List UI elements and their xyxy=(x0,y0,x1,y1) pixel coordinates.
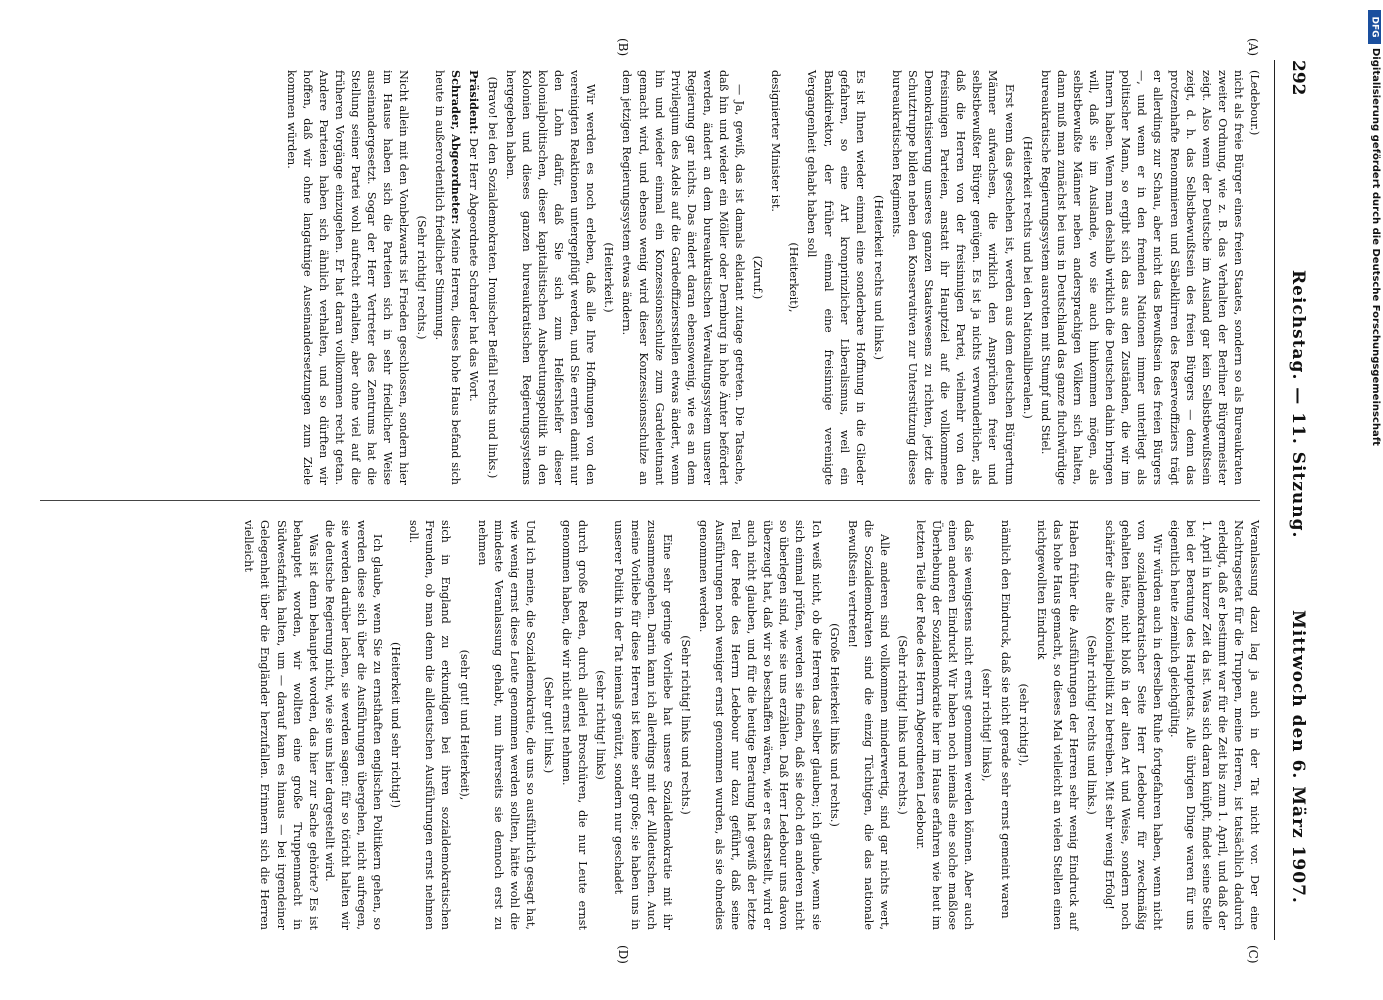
interjection: (Heiterkeit und sehr richtig!) xyxy=(389,642,403,808)
margin-letter-c: (C) xyxy=(1246,945,1260,964)
body-paragraph: Erst wenn das geschehen ist, werden aus dem deutschen Bürgertum Männer aufwachsen, die wirklich den Ansprüchen freier und selbstbewußter Bürger genügen. Es ist ja nichts verwunderlicher, als daß die Herren von der freisinnigen Partei, vielmehr von den freisinnigen Parteien, anstatt ihr Hauptziel auf die vollkommene Demokratisierung unseres ganzen Staatswesens zu richten, jetzt die Schutztruppe bilden neben den Konservativen zur Unterstützung dieses bureaukratischen Regiments. xyxy=(889,70,1016,485)
interjection: (Bravo! bei den Sozialdemokraten. Ironischer Beifall rechts und links.) xyxy=(485,76,499,479)
interjection: (sehr richtig! links), xyxy=(980,668,994,782)
body-paragraph: Wir würden auch in derselben Ruhe fortgefahren haben, wenn nicht von sozialdemokratischer Seite Herr Ledebour für zweckmäßig gehalten hätte, nicht bloß in der alten Art und Weise, sondern noch schärfer die alte Kolonialpolitik zu betreiben. Mit sehr wenig Erfolg! xyxy=(1103,520,1165,930)
interjection: (Heiterkeit), xyxy=(787,242,801,313)
speaker-name: Schrader, Abgeordneter: xyxy=(449,70,464,225)
speaker-paragraph xyxy=(465,70,482,485)
body-paragraph: Nicht allein mit den Vonbelzwarts ist Frieden geschlossen, sondern hier im Hause haben sich die Parteien sich in sehr friedlicher Weise auseinandergesetzt. Sogar der Herr Vertreter des Zentrums hat die Stellung seiner Partei wohl aufrecht erhalten, aber ohne viel auf die früheren Vorgänge einzugehen. Er hat daran vollkommen recht getan. Andere Parteien haben sich ähnlich verhalten, und so dürften wir hoffen, daß wir ohne langatmige Auseinandersetzungen zum Ziele kommen würden. xyxy=(284,70,411,485)
body-paragraph: Wir werden es noch erleben, daß alle Ihre Hoffnungen von den vereinigten Reaktionen untergepflügt werden, und Sie ernten damit nur den Lohn dafür, daß Sie sich zum Helfershelfer dieser kolonialpolitischen, dieser kapitalistischen Ausbeutungspolitik in den Kolonien und dieses ganzen bureaukratischen Regierungssystems hergegeben haben. xyxy=(503,70,598,485)
margin-letter-d: (D) xyxy=(616,945,630,964)
margin-letter-a: (A) xyxy=(1246,38,1260,57)
header-right-title: Mittwoch den 6. März 1907. xyxy=(1288,610,1308,904)
body-paragraph: (Ledebour.) xyxy=(1248,70,1261,136)
interjection: (sehr gut! und Heiterkeit), xyxy=(457,649,471,801)
right-column xyxy=(240,520,1262,930)
body-paragraph: Ich weiß nicht, ob die Herren das selber glauben; ich glaube, wenn sie sich einmal prüfen, werden sie finden, daß sie doch den anderen nicht so überlegen sind, wie sie uns erzählen. Daß Herr Ledebour uns davon überzeugt hat, daß wir so beschaffen wären, wie er es darstellt, wird er auch nicht glauben, und für die heutige Beratung hat gewiß der letzte Teil der Rede des Herrn Ledebour nur dazu geführt, daß seine Ausführungen noch weniger ernst genommen wurden, als sie ohnedies genommen werden. xyxy=(696,520,823,930)
body-paragraph: Was ist denn behauptet worden, das hier zur Sache gehörte? Es ist behauptet worden, wir wollten eine große Truppenmacht in Südwestafrika halten, um — darauf kam es hinaus — bei irgendeiner Gelegenheit über die Engländer herzufallen. Erinnern sich die Herren vielleicht xyxy=(242,520,320,930)
interjection: (Heiterkeit rechts und links.) xyxy=(871,195,885,360)
body-paragraph: durch große Reden, durch allerlei Broschüren, die nur Leute ernst genommen haben, die wir nicht ernst nehmen. xyxy=(560,520,590,930)
interjection: (Sehr richtig! links und rechts.) xyxy=(678,635,692,815)
column-separator xyxy=(40,500,1260,501)
header-rule xyxy=(1274,60,1275,940)
page-number: 292 xyxy=(1288,60,1308,96)
header-left-title: Reichstag. — 11. Sitzung. xyxy=(1288,270,1308,539)
speaker-text: Meine Herren, dieses hohe Haus befand sich heute in außerordentlich friedlicher Stimmung. xyxy=(433,70,463,485)
interjection: (Heiterkeit rechts und bei den Nationalliberalen.) xyxy=(1020,136,1034,419)
left-column xyxy=(282,70,1262,485)
body-paragraph: Alle anderen sind vollkommen minderwertig, sind gar nichts wert, die Sozialdemokraten sind die einzig Tüchtigen, die das nationale Bewußtsein vertreten! xyxy=(845,520,891,930)
speaker-paragraph xyxy=(431,70,464,485)
interjection: (Zuruf.) xyxy=(751,255,765,300)
body-paragraph: Und ich meine, die Sozialdemokratie, die uns so ausführlich gesagt hat, wie wenig ernst diese Leute genommen werden sollten, hätte wohl die mindeste Veranlassung gehabt, nun ihrerseits sie dennoch erst zu nehmen xyxy=(475,520,537,930)
body-paragraph: Eine sehr geringe Vorliebe hat unsere Sozialdemokratie mit ihr zusammengehen. Darin kann ich allerdings mit der Alldeutschen. Auch meine Vorliebe für diese Herren ist keine sehr große; sie haben uns in unserer Politik in der Tat niemals genützt, sondern nur geschadet xyxy=(612,520,674,930)
body-paragraph: Es ist Ihnen wieder einmal eine sonderbare Hoffnung in die Glieder gefahren, so eine Art kronprinzlicher Liberalismus, weil ein Bankdirektor, der früher einmal eine freisinnige vereinigte Vergangenheit gehabt haben soll xyxy=(805,70,867,485)
body-paragraph: Veranlassung dazu lag ja auch in der Tat nicht vor. Der eine Nachtragsetat für die Truppen, meine Herren, ist tatsächlich dadurch erledigt, daß er bestimmt war für die Zeit bis zum 1. April, und daß der 1. April in kurzer Zeit da ist. Was sich daran knüpft, findet seine Stelle bei der Beratung des Hauptetats. Alle übrigen Dinge waren für uns eigentlich heute ziemlich gleichgültig. xyxy=(1167,520,1261,930)
body-paragraph: daß sie wenigstens nicht ernst genommen werden können. Aber auch einen anderen Eindruck! Wir haben noch niemals eine solche maßlose Überhebung der Sozialdemokratie hier im Hause erfahren wie heut im letzten Teile der Rede des Herrn Abgeordneten Ledebour. xyxy=(914,520,976,930)
interjection: (Heiterkeit.) xyxy=(602,242,616,313)
body-paragraph: — Ja, gewiß, das ist damals eklatant zutage getreten. Die Tatsache, daß hin und wieder ein Möller oder Dernburg in hohe Ämter befördert werden, ändert an dem bureaukratischen Verwaltungssystem unserer Regierung gar nichts. Das ändert daran ebensowenig, wie es an dem Privilegium des Adels auf die Gardeoffiziersstellen etwas ändert, wenn hin und wieder einmal ein Konzessionsschulze zum Gardeleutnant gemacht wird, und ebenso wenig wird dieser Konzessionsschulze an dem jetzigen Regierungssystem etwas ändern. xyxy=(620,70,747,485)
body-paragraph: Ich glaube, wenn Sie zu ernsthaften englischen Politikern gehen, so werden diese sich über die Ausführungen übergehen, nicht aufregen, sie werden darüber lachen, sie werden sagen: für so töricht halten wir die deutsche Regierung nicht, wie sie uns hier dargestellt wird. xyxy=(322,520,385,930)
body-paragraph: nämlich den Eindruck, daß sie nicht gerade sehr ernst gemeint waren xyxy=(998,520,1012,919)
interjection: (Sehr richtig! links und rechts.) xyxy=(896,635,910,815)
dfg-logo-text: DFG xyxy=(1369,16,1380,38)
body-paragraph: Haben früher die Ausführungen der Herren sehr wenig Eindruck auf das hohe Haus gemacht, so dieses Mal vielleicht an vielen Stellen einen nichtgewollten Eindruck xyxy=(1034,520,1080,930)
interjection: (Große Heiterkeit links und rechts.) xyxy=(827,623,841,827)
interjection: (sehr richtig!), xyxy=(1016,683,1030,767)
interjection: (Sehr richtig! rechts.) xyxy=(415,215,429,340)
speaker-name: Präsident: xyxy=(466,70,481,135)
margin-letter-b: (B) xyxy=(616,38,630,57)
body-paragraph: designierter Minister ist. xyxy=(769,70,783,212)
dfg-logo xyxy=(1368,10,1381,44)
body-paragraph: nicht als freie Bürger eines freien Staates, sondern so als Bureaukraten zweiter Ordnung, wie z. B. das Verhalten der Berliner Bürgermeister zeigt. Also wenn der Deutsche im Ausland gar kein Selbstbewußtsein zeigt, d. h. das Selbstbewußtsein des freien Bürgers — denn das protzenhafte Renommieren und Säbelklirren des Reserveoffiziers trägt er allerdings zur Schau, aber nicht das Bewußtsein des freien Bürgers —, und wenn er in den fremden Nationen immer unterliegt als politischer Mann, so ergibt sich das aus den Zuständen, die wir im Innern haben. Wenn man deshalb wirklich die Deutschen dahin bringen will, daß sie im Auslande, wo sie auch hinkommen mögen, als selbstbewußte Männer neben andersprachigen Völkern sich halten, dann muß man zunächst bei uns in Deutschland das ganze fluchwürdige bureaukratische Regierungssystem ausrotten mit Stumpf und Stiel. xyxy=(1038,70,1245,485)
interjection: (sehr richtig! links) xyxy=(594,670,608,780)
body-paragraph: sich in England zu erkundigen bei ihren sozialdemokratischen Freunden, ob man denn die alldeutschen Ausführungen ernst nehmen soll. xyxy=(407,520,453,930)
funding-note: Digitalisierung gefördert durch die Deutsche Forschungsgemeinschaft xyxy=(1370,48,1381,446)
speaker-text: Der Herr Abgeordnete Schrader hat das Wort. xyxy=(466,138,480,402)
interjection: (Sehr gut! links.) xyxy=(542,676,556,774)
interjection: (Sehr richtig! rechts und links.) xyxy=(1085,635,1099,815)
